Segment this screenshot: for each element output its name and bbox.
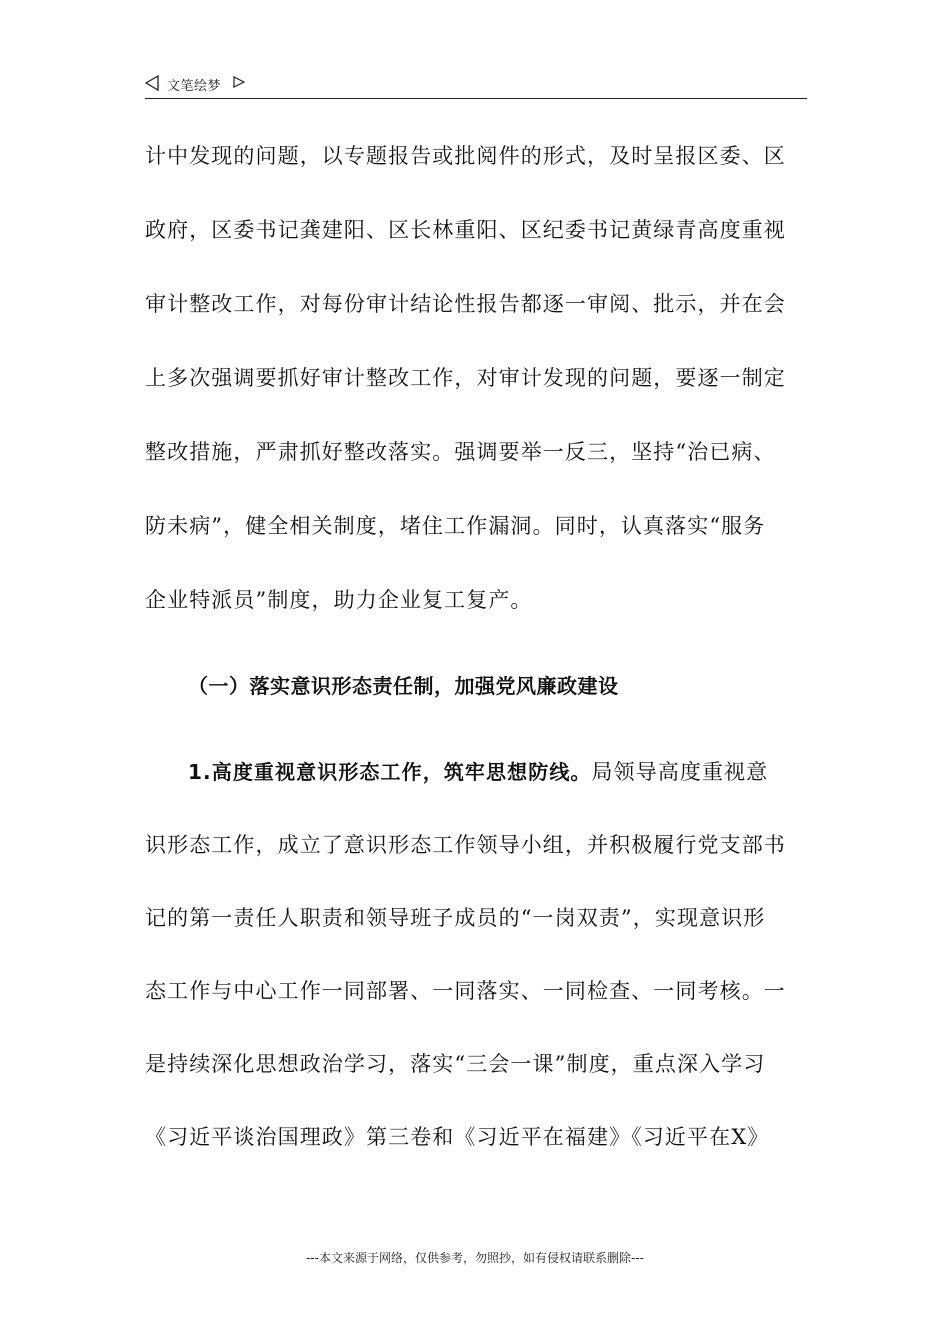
triangle-right-outline-icon (233, 76, 245, 88)
text-line: 政府，区委书记龚建阳、区长林重阳、区纪委书记黄绿青高度重视 (145, 218, 786, 242)
text-line: 上多次强调要抓好审计整改工作，对审计发现的问题，要逐一制定 (145, 366, 786, 390)
text-line: 企业特派员”制度，助力企业复工复产。 (145, 588, 533, 612)
text-line: 计中发现的问题，以专题报告或批阅件的形式，及时呈报区委、区 (145, 144, 786, 168)
text-run: 局领导高度重视意 (591, 760, 769, 784)
paragraph-lead: 1.高度重视意识形态工作，筑牢思想防线。 (188, 760, 592, 784)
page-footer: ---本文来源于网络，仅供参考，勿照抄，如有侵权请联系删除--- (306, 1251, 644, 1265)
triangle-left-outline-icon (145, 75, 159, 91)
text-line: 记的第一责任人职责和领导班子成员的“一岗双责”，实现意识形 (145, 906, 766, 930)
text-line: 整改措施，严肃抓好整改落实。强调要举一反三，坚持“治已病、 (145, 440, 776, 464)
section-heading: （一）落实意识形态责任制，加强党风廉政建设 (188, 674, 619, 698)
text-line: 态工作与中心工作一同部署、一同落实、一同检查、一同考核。一 (145, 979, 786, 1003)
text-line-first (188, 756, 768, 786)
text-line: 防未病”，健全相关制度，堵住工作漏洞。同时，认真落实“服务 (145, 514, 766, 538)
text-line: 是持续深化思想政治学习，落实“三会一课”制度，重点深入学习 (145, 1052, 766, 1076)
text-line: 《习近平谈治国理政》第三卷和《习近平在福建》《习近平在X》 (145, 1125, 770, 1149)
text-line: 审计整改工作，对每份审计结论性报告都逐一审阅、批示，并在会 (145, 292, 786, 316)
header-brand: 文笔绘梦 (167, 79, 222, 94)
text-line: 识形态工作，成立了意识形态工作领导小组，并积极履行党支部书 (145, 833, 786, 857)
page-header (145, 74, 807, 99)
